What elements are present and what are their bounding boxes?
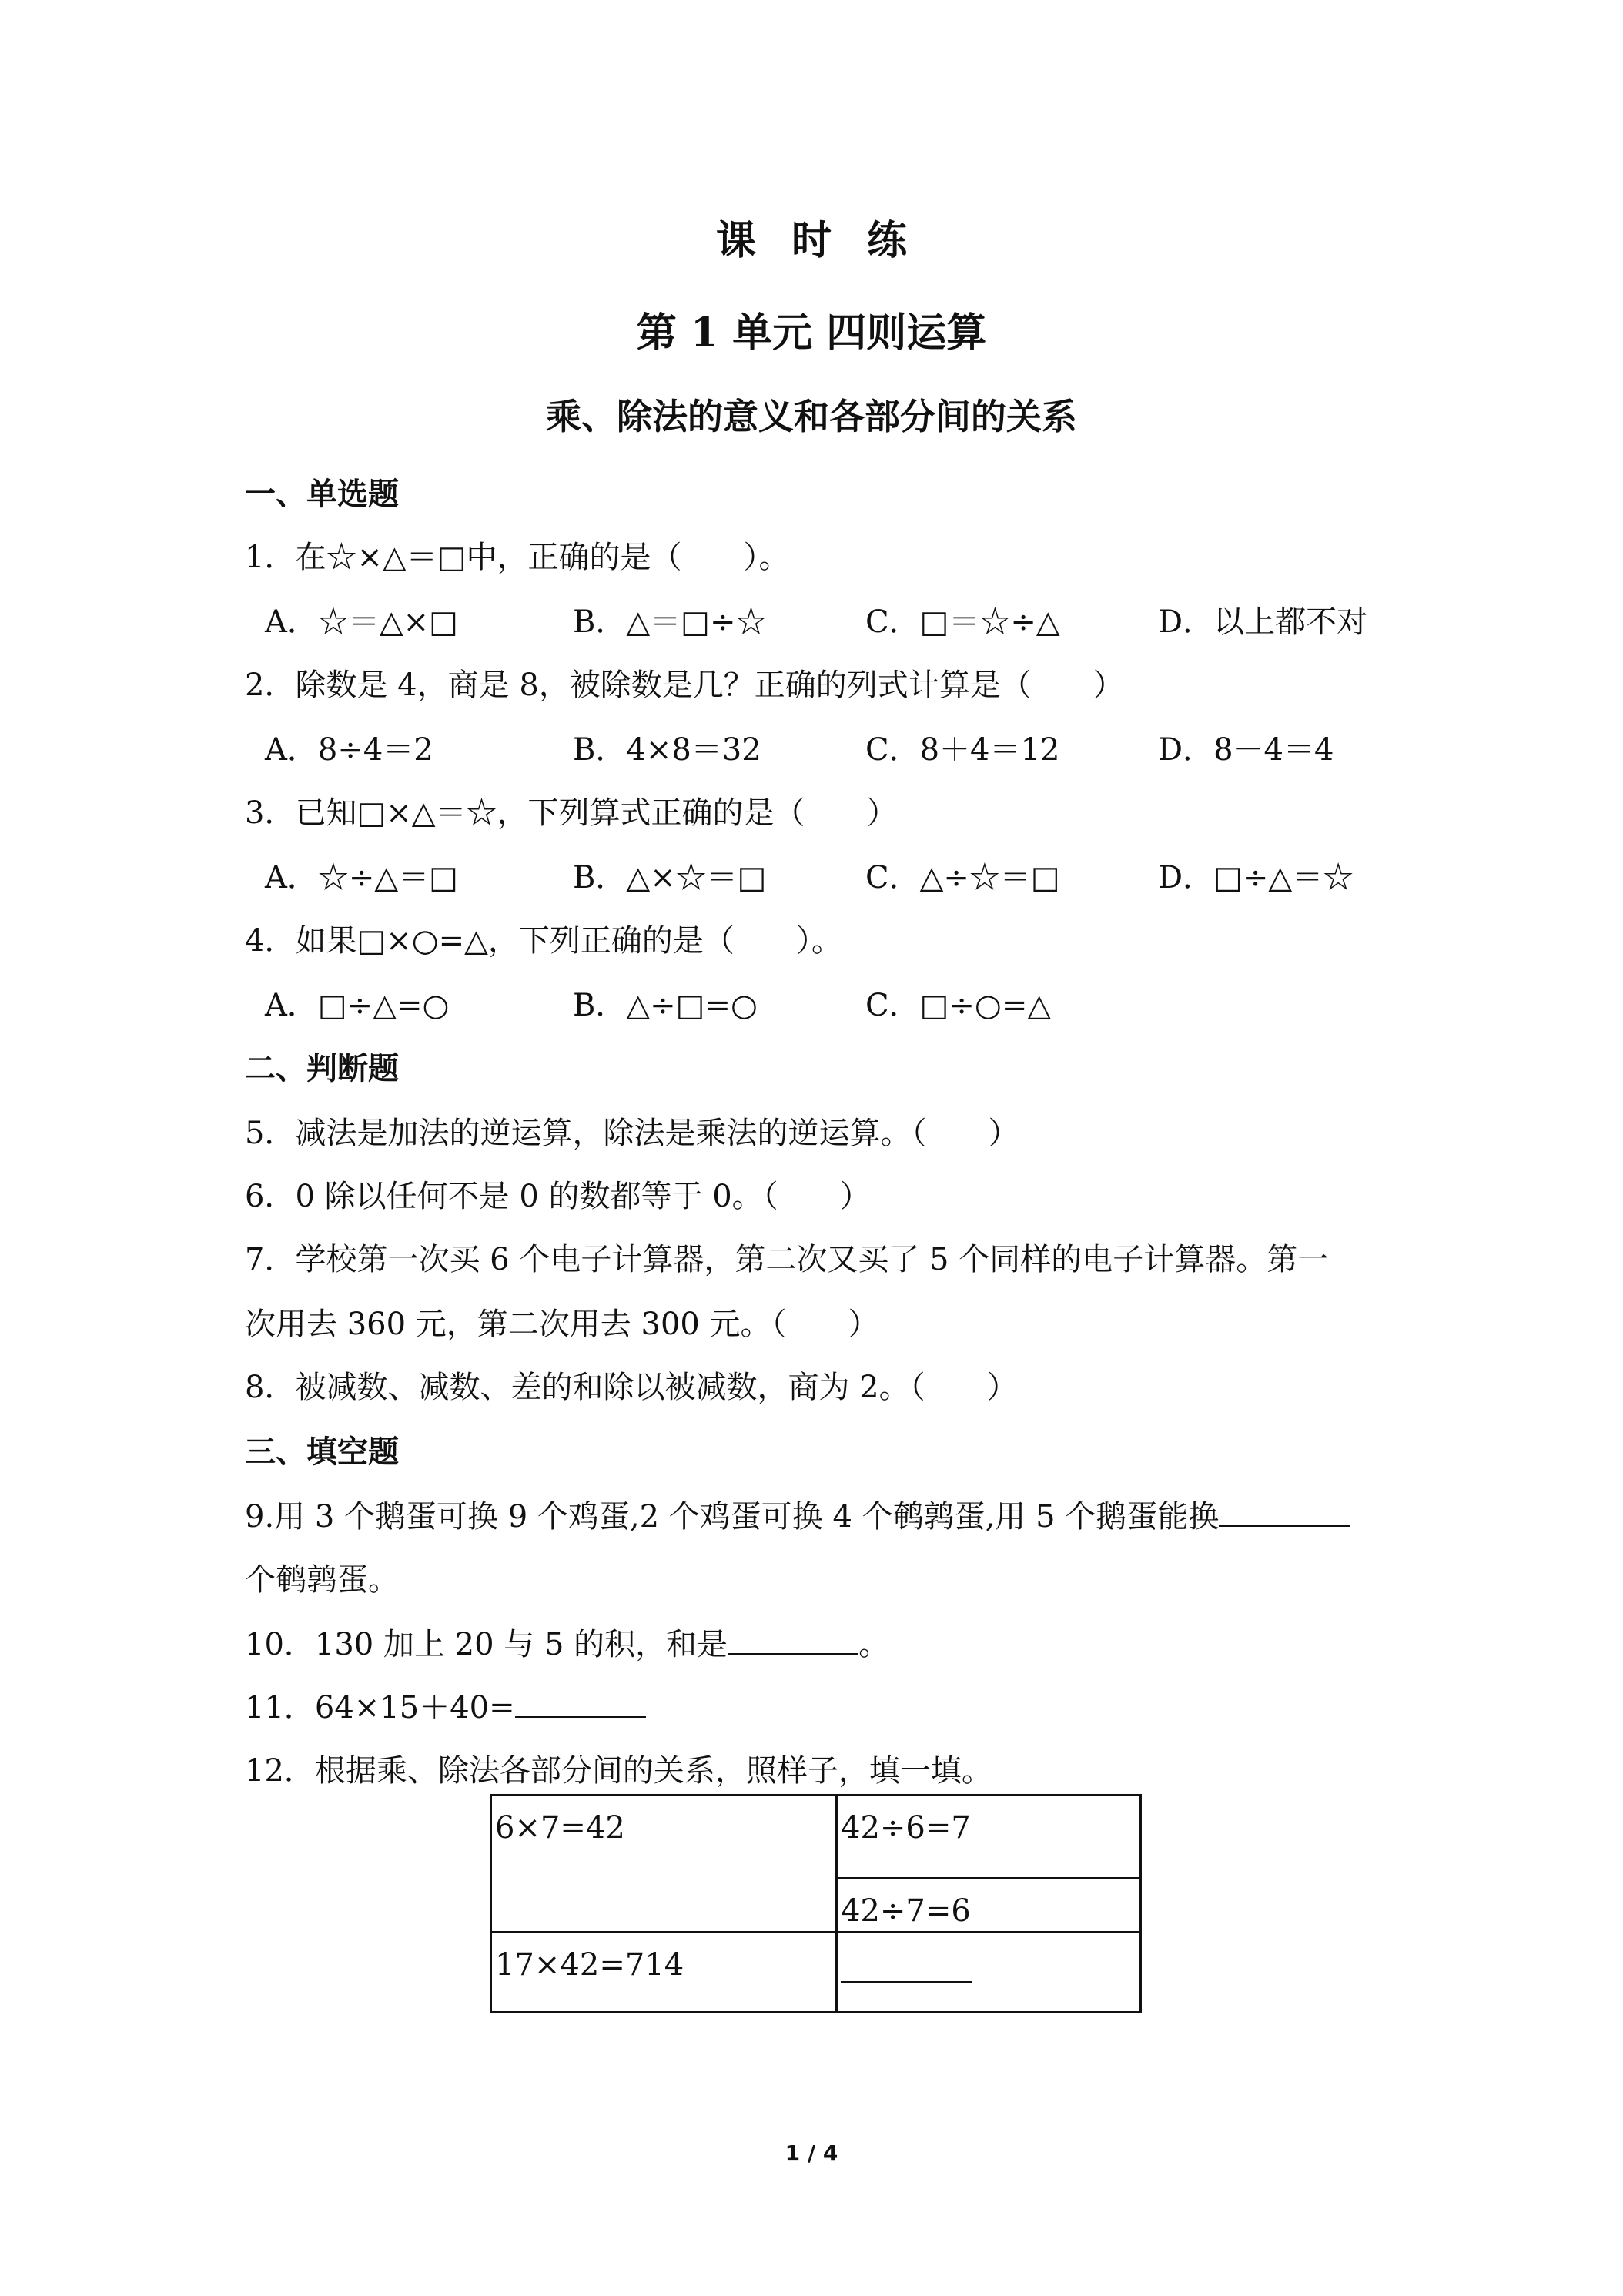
question-10 [245, 1620, 889, 1664]
q2-option-b[interactable]: B．4×8＝32 [573, 732, 761, 768]
question-12-stem: 12．根据乘、除法各部分间的关系，照样子，填一填。 [245, 1753, 992, 1789]
q3-option-b[interactable]: B．△×☆＝□ [573, 860, 767, 895]
question-1-stem: 1．在☆×△＝□中，正确的是（ ）。 [245, 540, 790, 575]
table-cell-answer [837, 1933, 1141, 2013]
unit-title: 第 1 单元 四则运算 [636, 310, 987, 356]
q3-option-a[interactable]: A．☆÷△＝□ [265, 860, 458, 895]
question-9-answer-blank[interactable] [1219, 1499, 1350, 1527]
question-7-line-2: 次用去 360 元，第二次用去 300 元。（ ） [245, 1307, 879, 1342]
question-10-answer-blank[interactable] [728, 1627, 858, 1655]
q1-option-d[interactable]: D．以上都不对 [1158, 604, 1368, 640]
table-cell-example-division-2: 42÷7=6 [837, 1879, 1141, 1933]
q1-option-a[interactable]: A．☆＝△×□ [265, 604, 458, 640]
q4-option-a[interactable]: A．□÷△=○ [265, 988, 450, 1023]
question-10-end: 。 [858, 1627, 890, 1662]
lesson-subtitle: 乘、除法的意义和各部分间的关系 [546, 396, 1077, 437]
q1-option-c[interactable]: C．□＝☆÷△ [865, 604, 1060, 640]
q4-option-c[interactable]: C．□÷○=△ [865, 988, 1052, 1023]
question-7-line-1: 7．学校第一次买 6 个电子计算器，第二次又买了 5 个同样的电子计算器。第一 [245, 1242, 1329, 1277]
section-heading-true-false: 二、判断题 [245, 1051, 399, 1086]
q4-option-b[interactable]: B．△÷□=○ [573, 988, 758, 1023]
question-6: 6．0 除以任何不是 0 的数都等于 0。（ ） [245, 1179, 871, 1214]
question-11 [245, 1683, 646, 1727]
table-cell-example-division-1: 42÷6=7 [837, 1796, 1141, 1879]
q2-option-d[interactable]: D．8－4＝4 [1158, 732, 1334, 768]
table-cell-task-multiplication: 17×42=714 [491, 1933, 837, 2013]
table-cell-example-multiplication: 6×7=42 [491, 1796, 837, 1933]
question-10-text: 10．130 加上 20 与 5 的积，和是 [245, 1627, 728, 1662]
question-9-line-1 [245, 1492, 1350, 1536]
q2-option-c[interactable]: C．8＋4＝12 [865, 732, 1060, 768]
page-number: 1 / 4 [785, 2140, 838, 2166]
question-3-stem: 3．已知□×△＝☆，下列算式正确的是（ ） [245, 795, 898, 831]
question-4-stem: 4．如果□×○=△，下列正确的是（ ）。 [245, 923, 842, 959]
question-9-line-2: 个鹌鹑蛋。 [245, 1562, 399, 1598]
question-11-answer-blank[interactable] [515, 1690, 646, 1718]
question-9-text: 9.用 3 个鹅蛋可换 9 个鸡蛋,2 个鸡蛋可换 4 个鹌鹑蛋,用 5 个鹅蛋能换 [245, 1499, 1220, 1535]
question-11-text: 11．64×15＋40= [245, 1690, 515, 1725]
q3-option-d[interactable]: D．□÷△＝☆ [1158, 860, 1354, 895]
section-heading-fill-blank: 三、填空题 [245, 1434, 399, 1470]
section-heading-single-choice: 一、单选题 [245, 477, 399, 512]
relation-table [490, 1794, 1142, 2013]
q3-option-c[interactable]: C．△÷☆＝□ [865, 860, 1060, 895]
question-5: 5．减法是加法的逆运算，除法是乘法的逆运算。（ ） [245, 1116, 1019, 1151]
q2-option-a[interactable]: A．8÷4＝2 [265, 732, 433, 768]
question-2-stem: 2．除数是 4，商是 8，被除数是几？正确的列式计算是（ ） [245, 668, 1124, 703]
question-8: 8．被减数、减数、差的和除以被减数，商为 2。（ ） [245, 1370, 1018, 1405]
table-answer-blank[interactable] [841, 1947, 972, 1983]
page-title: 课时练 [715, 217, 942, 264]
q1-option-b[interactable]: B．△＝□÷☆ [573, 604, 767, 640]
